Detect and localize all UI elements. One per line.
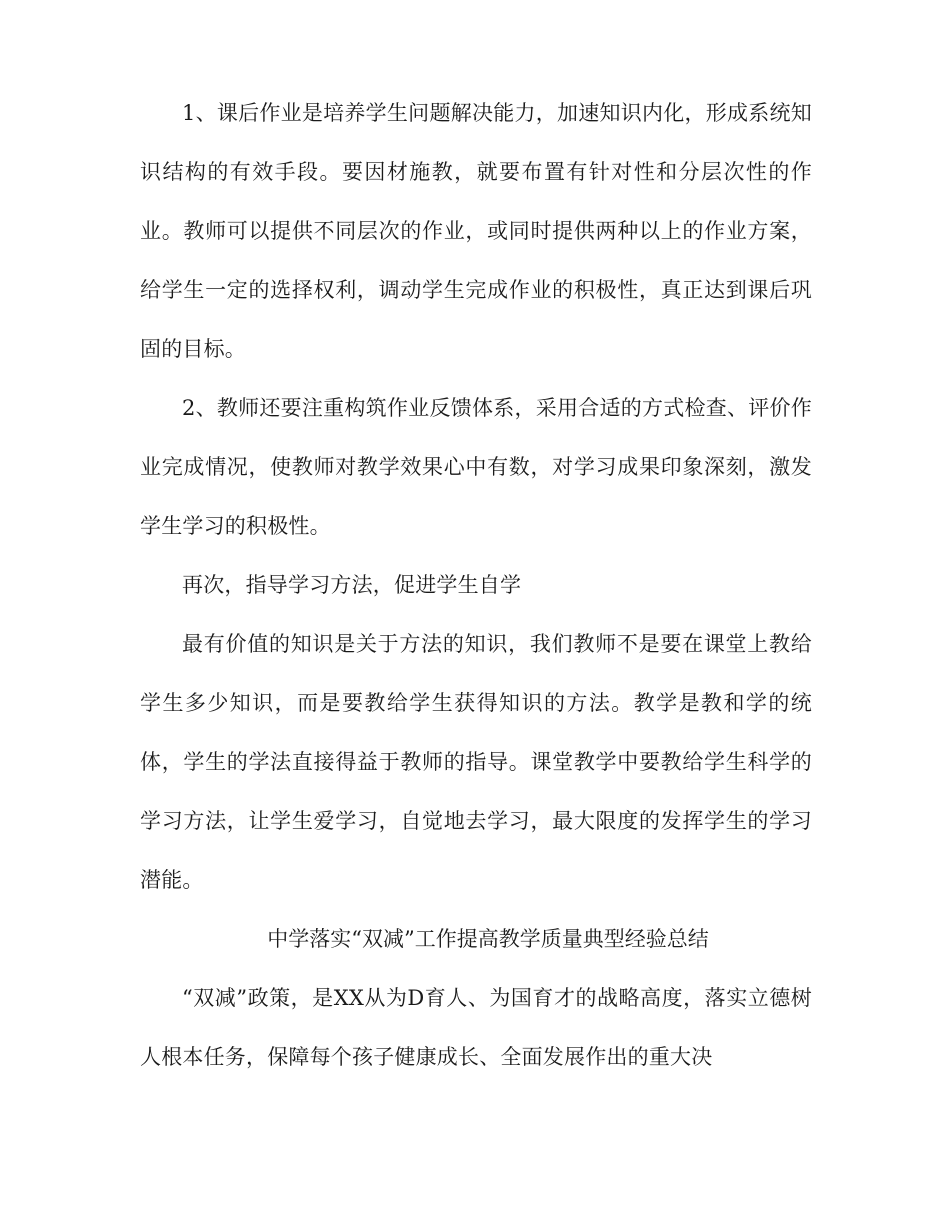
paragraph-learning-methods-lead: 再次，指导学习方法，促进学生自学 — [182, 573, 522, 597]
paragraph-homework-design: 1、课后作业是培养学生问题解决能力，加速知识内化，形成系统知识结构的有效手段。要因材施教，就要布置有针对性和分层次性的作业。教师可以提供不同层次的作业，或同时提供两种以上的作业方案，给学生一定的选择权利，调动学生完成作业的积极性，真正达到课后巩固的目标。 — [140, 101, 812, 361]
paragraph-learning-methods: 最有价值的知识是关于方法的知识，我们教师不是要在课堂上教给学生多少知识，而是要教给学生获得知识的方法。教学是教和学的统体，学生的学法直接得益于教师的指导。课堂教学中要教给学生科学的学习方法，让学生爱学习，自觉地去学习，最大限度的发挥学生的学习潜能。 — [140, 632, 812, 892]
paragraph-homework-feedback: 2、教师还要注重构筑作业反馈体系，采用合适的方式检查、评价作业完成情况，使教师对教学效果心中有数，对学习成果印象深刻，激发学生学习的积极性。 — [140, 396, 812, 538]
paragraph-double-reduction-intro: “双减”政策，是XX从为D育人、为国育才的战略高度，落实立德树人根本任务，保障每个孩子健康成长、全面发展作出的重大决 — [140, 986, 812, 1069]
section-heading: 中学落实“双减”工作提高教学质量典型经验总结 — [267, 927, 709, 951]
document-body — [140, 84, 812, 1087]
